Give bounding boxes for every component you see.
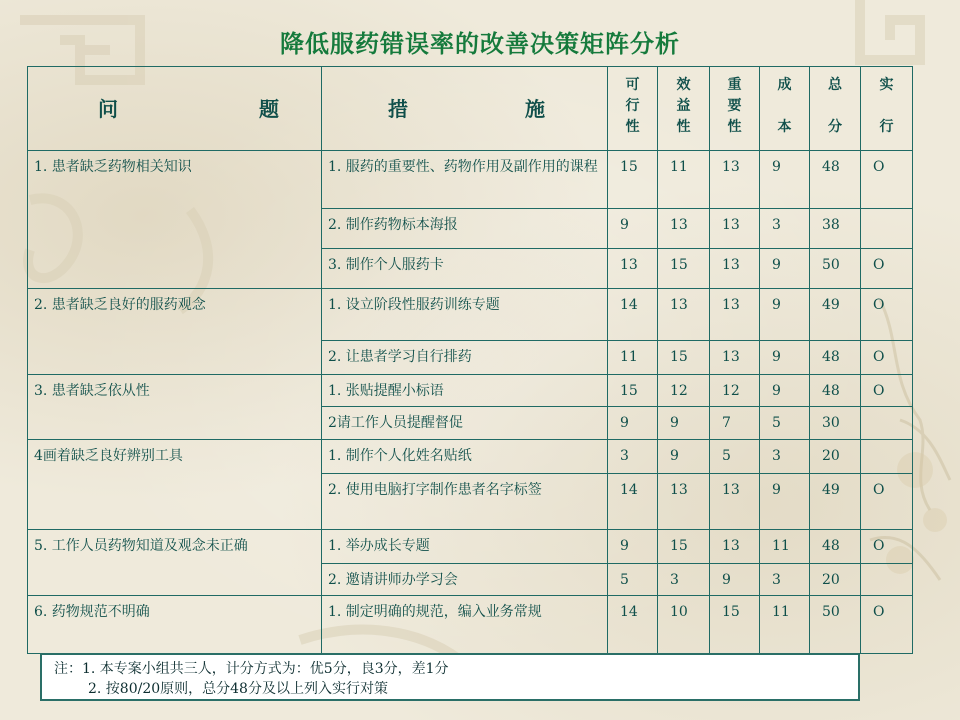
implement-mark: O [861,375,913,407]
footnote-line-2: 2. 按80/20原则，总分48分及以上列入实行对策 [88,681,388,697]
total-score: 48 [810,375,861,407]
total-score: 38 [810,209,861,249]
importance-score: 13 [710,474,760,530]
total-score: 20 [810,440,861,474]
table-row [28,375,913,407]
implement-mark: O [861,249,913,289]
benefit-score: 13 [658,289,710,341]
implement-mark: O [861,530,913,564]
feasibility-score: 9 [608,407,658,440]
total-score: 48 [810,151,861,209]
implement-mark [861,209,913,249]
benefit-score: 15 [658,530,710,564]
decision-matrix-table [27,66,913,654]
feasibility-score: 9 [608,209,658,249]
feasibility-score: 11 [608,341,658,375]
implement-mark: O [861,596,913,654]
table-row [28,596,913,654]
feasibility-score: 15 [608,151,658,209]
header-implement: 实 行 [861,67,913,151]
header-cost: 成 本 [760,67,810,151]
benefit-score: 3 [658,564,710,596]
cost-score: 3 [760,209,810,249]
feasibility-score: 14 [608,596,658,654]
header-benefit: 效 益 性 [658,67,710,151]
measure-cell: 2. 邀请讲师办学习会 [322,564,608,596]
cost-score: 11 [760,530,810,564]
table-row [28,151,913,209]
total-score: 49 [810,474,861,530]
benefit-score: 13 [658,209,710,249]
importance-score: 15 [710,596,760,654]
feasibility-score: 14 [608,289,658,341]
benefit-score: 15 [658,249,710,289]
problem-cell: 3. 患者缺乏依从性 [28,375,322,440]
total-score: 49 [810,289,861,341]
measure-cell: 1. 制定明确的规范，编入业务常规 [322,596,608,654]
cost-score: 11 [760,596,810,654]
footnote-line-1: 注：1. 本专案小组共三人，计分方式为：优5分，良3分，差1分 [54,661,449,677]
cost-score: 9 [760,151,810,209]
feasibility-score: 13 [608,249,658,289]
measure-cell: 2请工作人员提醒督促 [322,407,608,440]
header-measure: 措 施 [322,67,608,151]
problem-cell: 6. 药物规范不明确 [28,596,322,654]
implement-mark [861,440,913,474]
benefit-score: 9 [658,440,710,474]
cost-score: 9 [760,341,810,375]
implement-mark: O [861,151,913,209]
importance-score: 13 [710,341,760,375]
measure-cell: 1. 服药的重要性、药物作用及副作用的课程 [322,151,608,209]
page-title: 降低服药错误率的改善决策矩阵分析 [280,29,680,58]
implement-mark [861,564,913,596]
cost-score: 9 [760,474,810,530]
total-score: 30 [810,407,861,440]
total-score: 50 [810,249,861,289]
measure-cell: 2. 制作药物标本海报 [322,209,608,249]
importance-score: 13 [710,530,760,564]
measure-cell: 2. 让患者学习自行排药 [322,341,608,375]
importance-score: 12 [710,375,760,407]
cost-score: 5 [760,407,810,440]
measure-cell: 1. 制作个人化姓名贴纸 [322,440,608,474]
header-row [28,67,913,151]
cost-score: 9 [760,249,810,289]
cost-score: 3 [760,440,810,474]
benefit-score: 12 [658,375,710,407]
cost-score: 3 [760,564,810,596]
table-row [28,289,913,341]
header-importance: 重 要 性 [710,67,760,151]
cost-score: 9 [760,375,810,407]
importance-score: 7 [710,407,760,440]
header-total: 总 分 [810,67,861,151]
problem-cell: 1. 患者缺乏药物相关知识 [28,151,322,289]
importance-score: 5 [710,440,760,474]
table-row [28,530,913,564]
benefit-score: 11 [658,151,710,209]
feasibility-score: 15 [608,375,658,407]
problem-cell: 2. 患者缺乏良好的服药观念 [28,289,322,375]
footnote-box [40,653,860,701]
problem-cell: 4画着缺乏良好辨别工具 [28,440,322,530]
header-feasibility: 可 行 性 [608,67,658,151]
table-row [28,440,913,474]
total-score: 48 [810,530,861,564]
feasibility-score: 14 [608,474,658,530]
total-score: 50 [810,596,861,654]
problem-cell: 5. 工作人员药物知道及观念未正确 [28,530,322,596]
implement-mark: O [861,341,913,375]
total-score: 20 [810,564,861,596]
measure-cell: 1. 张贴提醒小标语 [322,375,608,407]
measure-cell: 3. 制作个人服药卡 [322,249,608,289]
measure-cell: 2. 使用电脑打字制作患者名字标签 [322,474,608,530]
feasibility-score: 9 [608,530,658,564]
benefit-score: 15 [658,341,710,375]
feasibility-score: 5 [608,564,658,596]
measure-cell: 1. 设立阶段性服药训练专题 [322,289,608,341]
implement-mark [861,407,913,440]
benefit-score: 9 [658,407,710,440]
implement-mark: O [861,474,913,530]
importance-score: 13 [710,289,760,341]
importance-score: 13 [710,249,760,289]
importance-score: 13 [710,209,760,249]
importance-score: 9 [710,564,760,596]
benefit-score: 10 [658,596,710,654]
total-score: 48 [810,341,861,375]
importance-score: 13 [710,151,760,209]
cost-score: 9 [760,289,810,341]
measure-cell: 1. 举办成长专题 [322,530,608,564]
benefit-score: 13 [658,474,710,530]
header-problem: 问 题 [28,67,322,151]
feasibility-score: 3 [608,440,658,474]
implement-mark: O [861,289,913,341]
